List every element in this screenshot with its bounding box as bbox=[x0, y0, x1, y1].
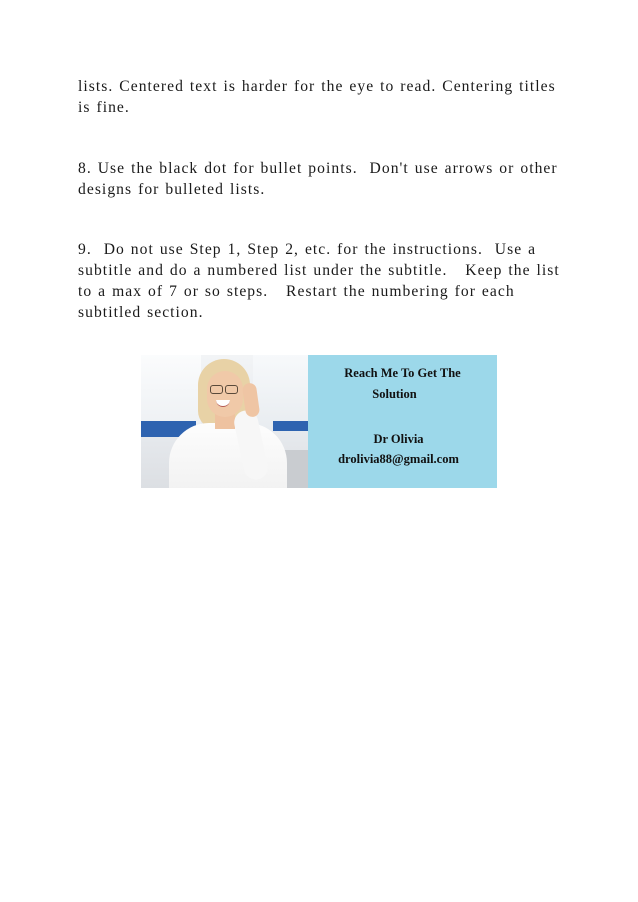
glasses-right-lens bbox=[225, 385, 238, 394]
contact-panel bbox=[308, 355, 497, 488]
woman-photo bbox=[141, 355, 308, 488]
face bbox=[207, 371, 243, 417]
glasses-left-lens bbox=[210, 385, 223, 394]
contact-heading-line1: Reach Me To Get The bbox=[344, 366, 461, 380]
contact-name: Dr Olivia bbox=[373, 432, 424, 446]
contact-banner bbox=[141, 355, 497, 488]
window-background bbox=[141, 355, 201, 425]
white-blouse bbox=[169, 423, 287, 488]
paragraph-centered-text: lists. Centered text is harder for the eye to read. Centering titles is fine. bbox=[78, 78, 562, 116]
contact-heading-line2: Solution bbox=[372, 387, 417, 401]
desk-partition-right bbox=[273, 421, 308, 431]
contact-email: drolivia88@gmail.com bbox=[338, 452, 459, 466]
paragraph-bullet-points: 8. Use the black dot for bullet points. Don't use arrows or other designs for bulleted lists. bbox=[78, 160, 564, 198]
paragraph-numbered-steps: 9. Do not use Step 1, Step 2, etc. for the instructions. Use a subtitle and do a numbered list under the subtitle. Keep the list to a max of 7 or so steps. Restart the numbering for each subtitled section. bbox=[78, 241, 566, 321]
